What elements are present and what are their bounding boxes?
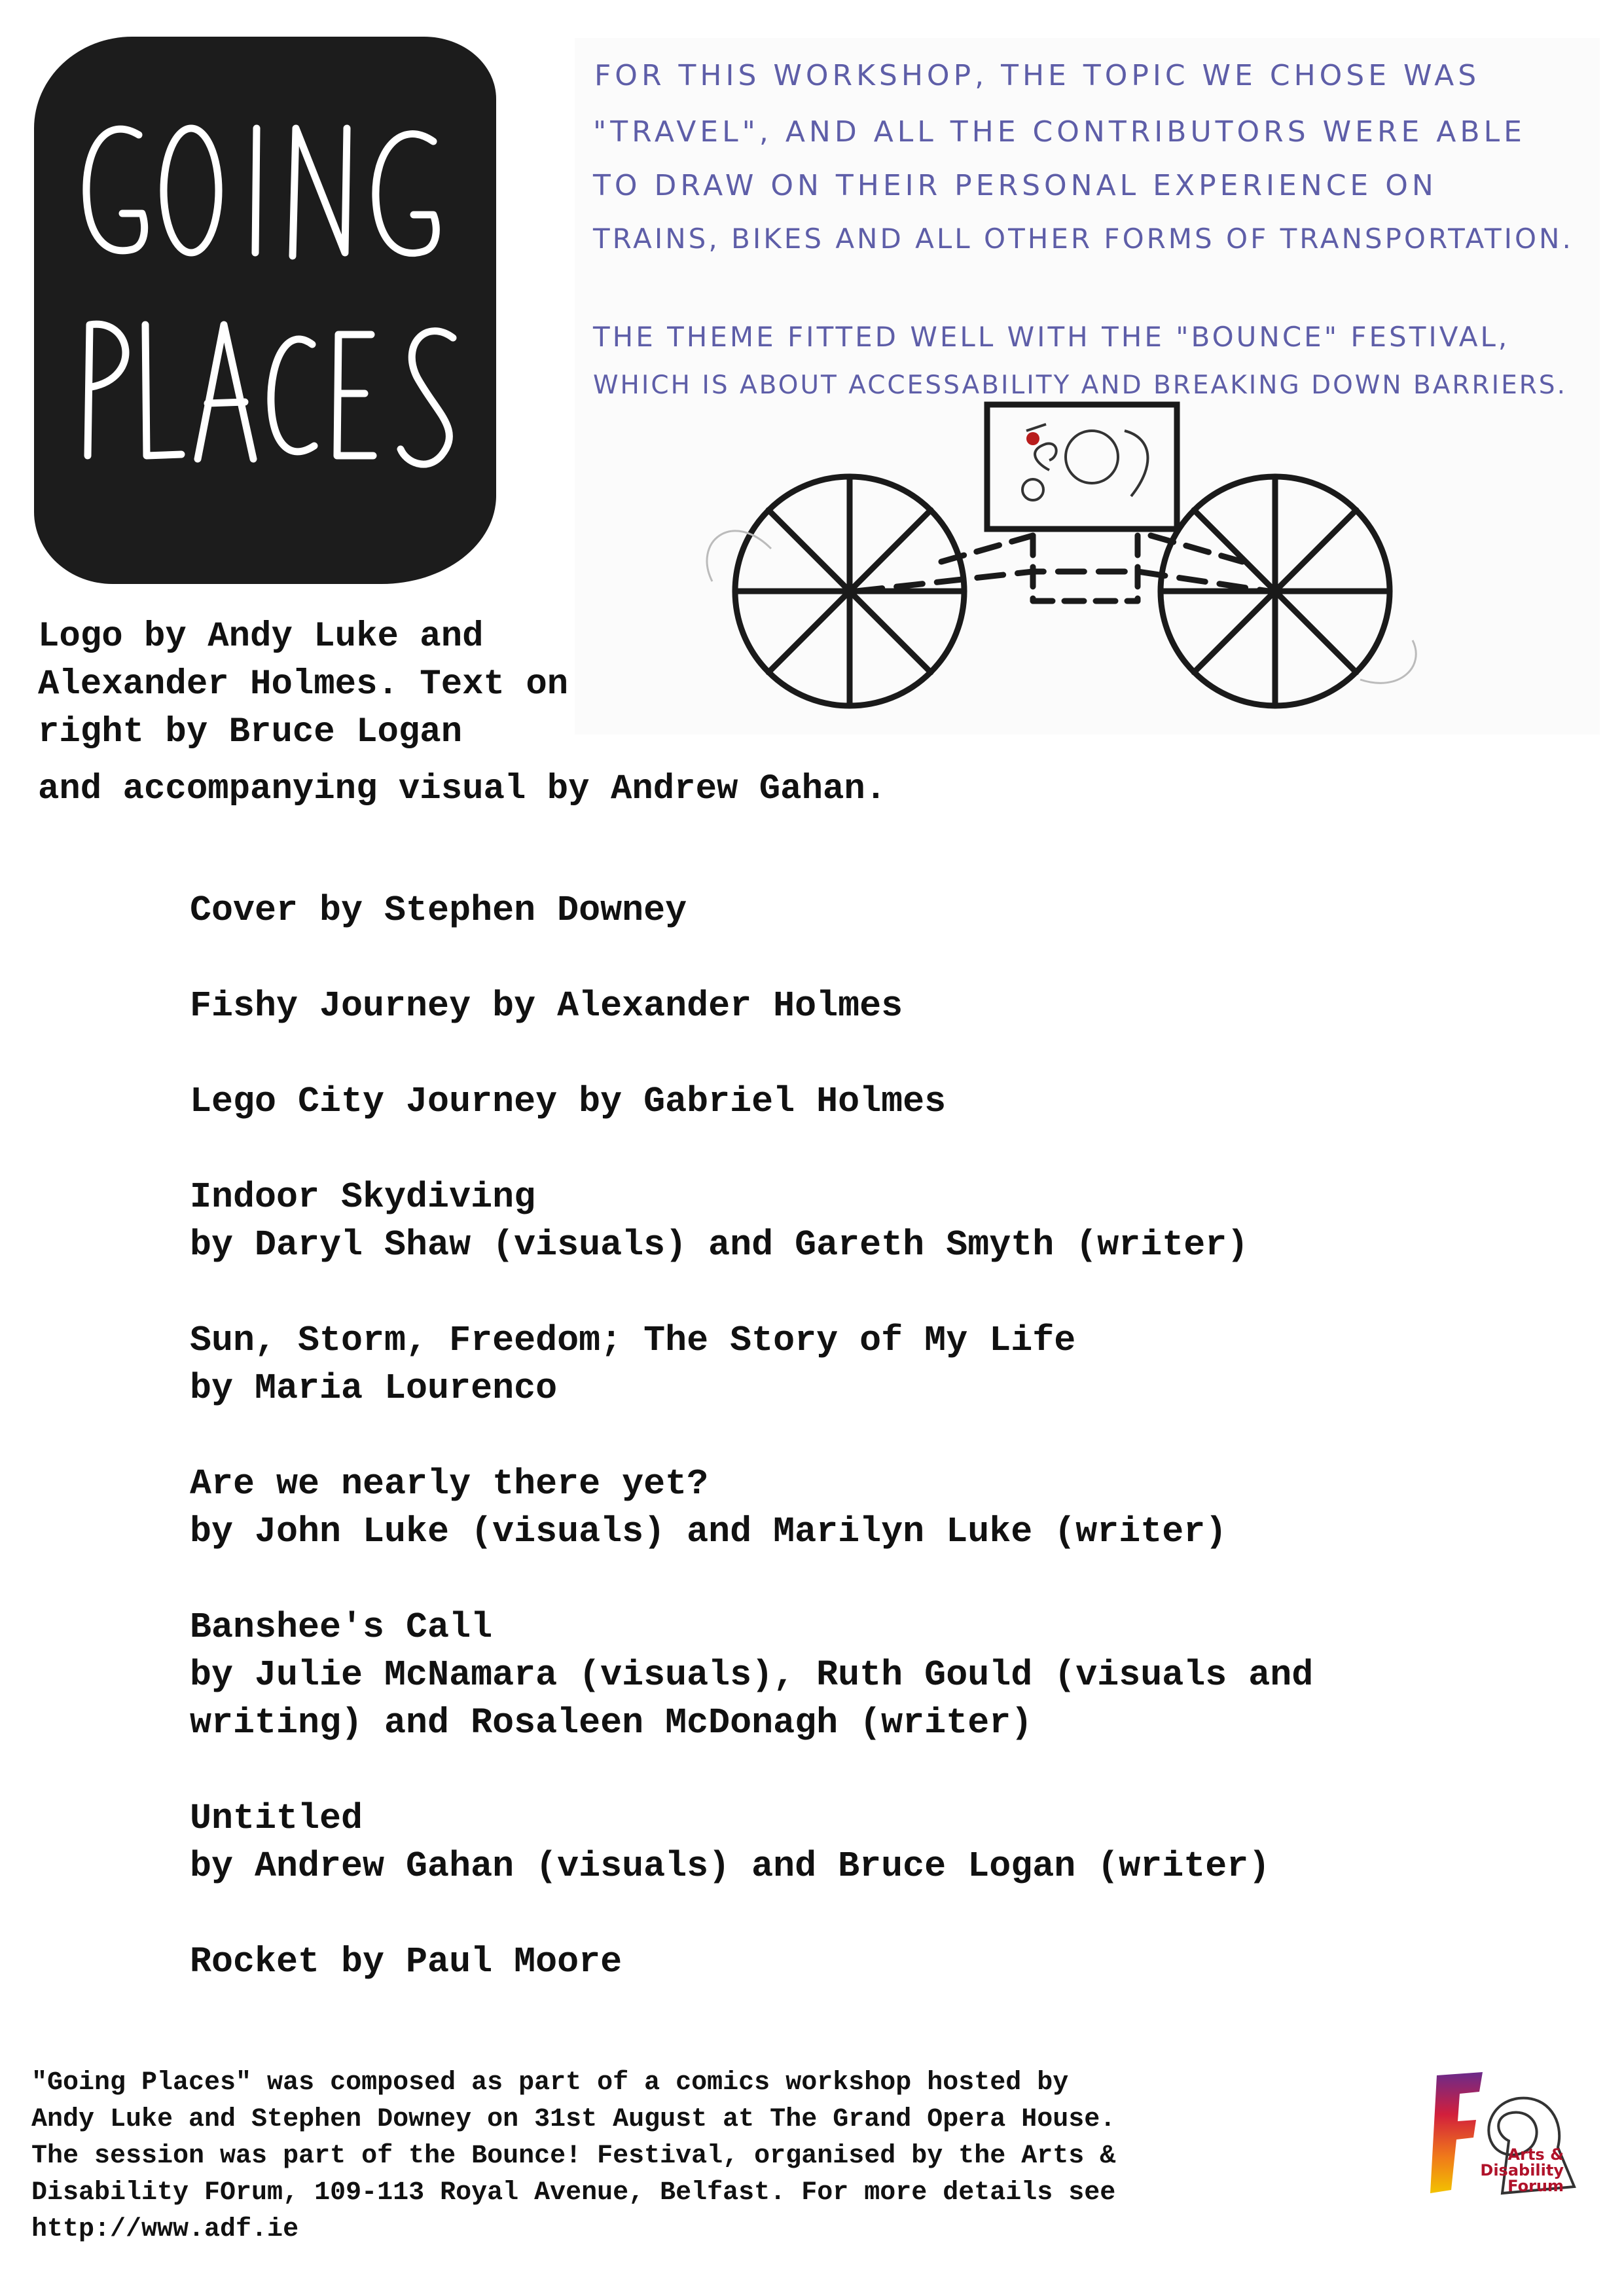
handwritten-line: TO DRAW ON THEIR PERSONAL EXPERIENCE ON <box>593 169 1437 202</box>
contents-entry <box>190 886 1578 934</box>
entry-byline: by Julie McNamara (visuals), Ruth Gould (visuals and <box>190 1654 1314 1696</box>
footer-url: http://www.adf.ie <box>31 2215 299 2244</box>
handwritten-line: FOR THIS WORKSHOP, THE TOPIC WE CHOSE WAS <box>594 59 1481 92</box>
entry-title: Sun, Storm, Freedom; The Story of My Life <box>190 1320 1076 1361</box>
entry-byline: by Andrew Gahan (visuals) and Bruce Logan (writer) <box>190 1846 1271 1887</box>
adf-logo-text: Forum <box>1507 2177 1564 2195</box>
contents-entry <box>190 1317 1578 1412</box>
adf-logo-text: Arts & <box>1507 2145 1564 2164</box>
handwritten-line: TRAINS, BIKES AND ALL OTHER FORMS OF TRANSPORTATION. <box>593 223 1574 255</box>
entry-title: Untitled <box>190 1798 363 1839</box>
credit-line: Alexander Holmes. Text on <box>38 665 569 704</box>
entry-title: Banshee's Call <box>190 1607 493 1648</box>
entry-byline: by Maria Lourenco <box>190 1368 558 1409</box>
contents-entry <box>190 1173 1578 1269</box>
contents-entry <box>190 1795 1578 1890</box>
footer-note <box>31 2065 1380 2248</box>
contents-entry <box>190 1078 1578 1125</box>
adf-logo <box>1411 2062 1594 2200</box>
entry-byline: writing) and Rosaleen McDonagh (writer) <box>190 1702 1033 1743</box>
footer-line: Andy Luke and Stephen Downey on 31st August at The Grand Opera House. <box>31 2105 1116 2134</box>
entry-line: Fishy Journey by Alexander Holmes <box>190 985 903 1027</box>
contents-entry <box>190 1603 1578 1747</box>
handwritten-line: "TRAVEL", AND ALL THE CONTRIBUTORS WERE ABLE <box>593 115 1526 149</box>
contents-entry <box>190 1460 1578 1556</box>
logo-lettering <box>34 37 496 584</box>
bicycle-drawing <box>575 38 1600 735</box>
handwritten-line: THE THEME FITTED WELL WITH THE "BOUNCE" FESTIVAL, <box>593 321 1510 353</box>
footer-line: Disability FOrum, 109-113 Royal Avenue, Belfast. For more details see <box>31 2178 1116 2208</box>
contents-list <box>190 886 1578 2033</box>
footer-line: "Going Places" was composed as part of a comics workshop hosted by <box>31 2068 1069 2098</box>
entry-byline: by Daryl Shaw (visuals) and Gareth Smyth (writer) <box>190 1224 1249 1266</box>
entry-byline: by John Luke (visuals) and Marilyn Luke (writer) <box>190 1511 1227 1552</box>
entry-title: Are we nearly there yet? <box>190 1463 709 1504</box>
credit-line: and accompanying visual by Andrew Gahan. <box>38 769 887 809</box>
adf-logo-text: Disability <box>1480 2161 1564 2179</box>
going-places-logo <box>34 37 496 584</box>
footer-line: The session was part of the Bounce! Festival, organised by the Arts & <box>31 2141 1116 2171</box>
handwritten-note-panel <box>575 38 1600 735</box>
entry-line: Lego City Journey by Gabriel Holmes <box>190 1081 947 1122</box>
entry-title: Indoor Skydiving <box>190 1176 536 1218</box>
contents-entry <box>190 982 1578 1030</box>
entry-line: Rocket by Paul Moore <box>190 1941 623 1982</box>
handwritten-line: WHICH IS ABOUT ACCESSABILITY AND BREAKING DOWN BARRIERS. <box>593 371 1567 400</box>
entry-line: Cover by Stephen Downey <box>190 890 687 931</box>
credit-line: right by Bruce Logan <box>38 712 463 752</box>
contents-entry <box>190 1938 1578 1986</box>
credit-line: Logo by Andy Luke and <box>38 617 484 657</box>
